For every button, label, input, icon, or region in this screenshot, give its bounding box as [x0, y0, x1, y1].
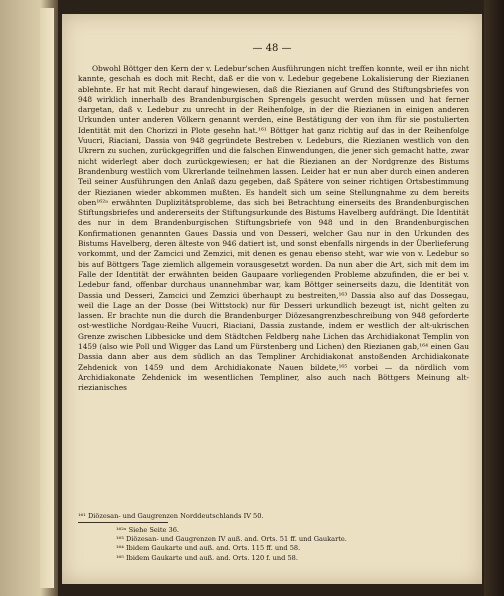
footnote-163: ¹⁶³ Diözesan- und Gaugrenzen IV auß. and. Orts. 51 ff. und Gaukarte.	[116, 535, 347, 544]
page-number: — 48 —	[252, 43, 292, 54]
footnote-rule	[78, 522, 168, 523]
left-page-edge	[0, 0, 58, 596]
main-paragraph: Obwohl Böttger den Kern der v. Ledebur'schen Ausführungen nicht treffen konnte, weil er ihn nicht kannte, geschah es doch mit Recht, daß er die von v. Ledebur gegebene Lokalisierung der Riezianen ablehnte. Er hat mit Recht darauf hingewiesen, daß die Riezianen auf Grund des Stiftungsbriefes von 948 wirklich innerhalb des Brandenburgischen Sprengels gesucht werden müssen und hat ferner dargetan, daß v. Ledebur zu unrecht in der Reihenfolge, in der die Riezianen in einigen anderen Urkunden unter anderen Völkern genannt werden, eine Bestätigung der von ihm für sie postulierten Identität mit den Chorizzi in Plote gesehn hat.¹⁶¹ Böttger hat ganz richtig auf das in der Reihenfolge Vuucri, Riaciani, Dassia von 948 gegründete Bestreben v. Ledeburs, die Riezianen westlich von den Ukrern zu suchen, zurückgegriffen und die falschen Einwendungen, die jener sich gemacht hatte, zwar nicht widerlegt aber doch zurückgewiesen; er hat die Riezianen an der Nordgrenze des Bistums Brandenburg westlich vom Ukrerlande teilnehmen lassen. Leider hat er nun aber durch einen anderen Teil seiner Ausführungen den Anlaß dazu gegeben, daß Spätere von seiner richtigen Ortsbestimmung der Riezianen wieder abkommen mußten. Es handelt sich um seine Stellungnahme zu dem bereits oben¹⁶²ᵃ erwähnten Duplizitätsprobleme, das sich bei Betrachtung einerseits des Brandenburgischen Stiftungsbriefes und andererseits der Stiftungsurkunde des Bistums Havelberg aufdrängt. Die Identität des nur in dem Brandenburgischen Stiftungsbriefe von 948 und in den Brandenburgischen Konfirmationen genannten Gaues Dassia und von Desseri, welcher Gau nur in den Urkunden des Bistums Havelberg, deren älteste von 946 datiert ist, und sonst ebenfalls nirgends in der Überlieferung vorkommt, und der Zamcici und Zemzici, mit denen es genau ebenso steht, war wie von v. Ledebur so bis auf Böttgers Tage ziemlich allgemein vorausgesetzt worden. Da nun aber die Art, sich mit dem im Falle der Identität der erwähnten beiden Gaupaare vorliegenden Probleme abzufinden, die er bei v. Ledebur fand, offenbar durchaus unannehmbar war, kam Böttger seinerseits dazu, die Identität von Dassia und Desseri, Zamcici und Zemzici überhaupt zu bestreiten,¹⁶³ Dassia also auf das Dossegau, weil die Lage an der Dosse (bei Wittstock) nur für Desseri urkundlich bezeugt ist, nicht gelten zu lassen. Er brachte nun die durch die Brandenburger Diözesangrenzbeschreibung von 948 geforderte ost-westliche Nordgau-Reihe Vuucri, Riaciani, Dassia zustande, indem er westlich der alt-ukrischen Grenze zwischen Libbesicke und dem Städtchen Feldberg nahe Lichen das Archidiakonat Templin von 1459 (also wie Poll und Wigger das Land um Fürstenberg und Lichen) den Riezianen gab,¹⁶⁴ einen Gau Dassia dann aber aus dem südlich an das Templiner Archidiakonat anstoßenden Archidiakonate Zehdenick von 1459 und dem Archidiakonate Nauen bildete,¹⁶⁵ vorbei — da nördlich vom Archidiakonate Zehdenick im wesentlichen Templiner, also auch nach Böttgers Meinung alt-riezianisches	[78, 64, 469, 393]
footnote-165: ¹⁶⁵ Ibidem Gaukarte und auß. and. Orts. 120 f. und 58.	[116, 553, 298, 562]
body-text	[78, 64, 469, 394]
right-binding-edge	[484, 0, 504, 596]
footnote-list	[78, 526, 504, 563]
book-page	[62, 14, 482, 584]
footnote-161: ¹⁶¹ Diözesan- und Gaugrenzen Norddeutschlands IV 50.	[78, 512, 264, 520]
footnote-first	[78, 512, 469, 521]
footnote-162a: ¹⁶²ᵃ Siehe Seite 36.	[116, 526, 180, 534]
footnote-164: ¹⁶⁴ Ibidem Gaukarte und auß. and. Orts. 115 ff. und 58.	[116, 544, 301, 553]
